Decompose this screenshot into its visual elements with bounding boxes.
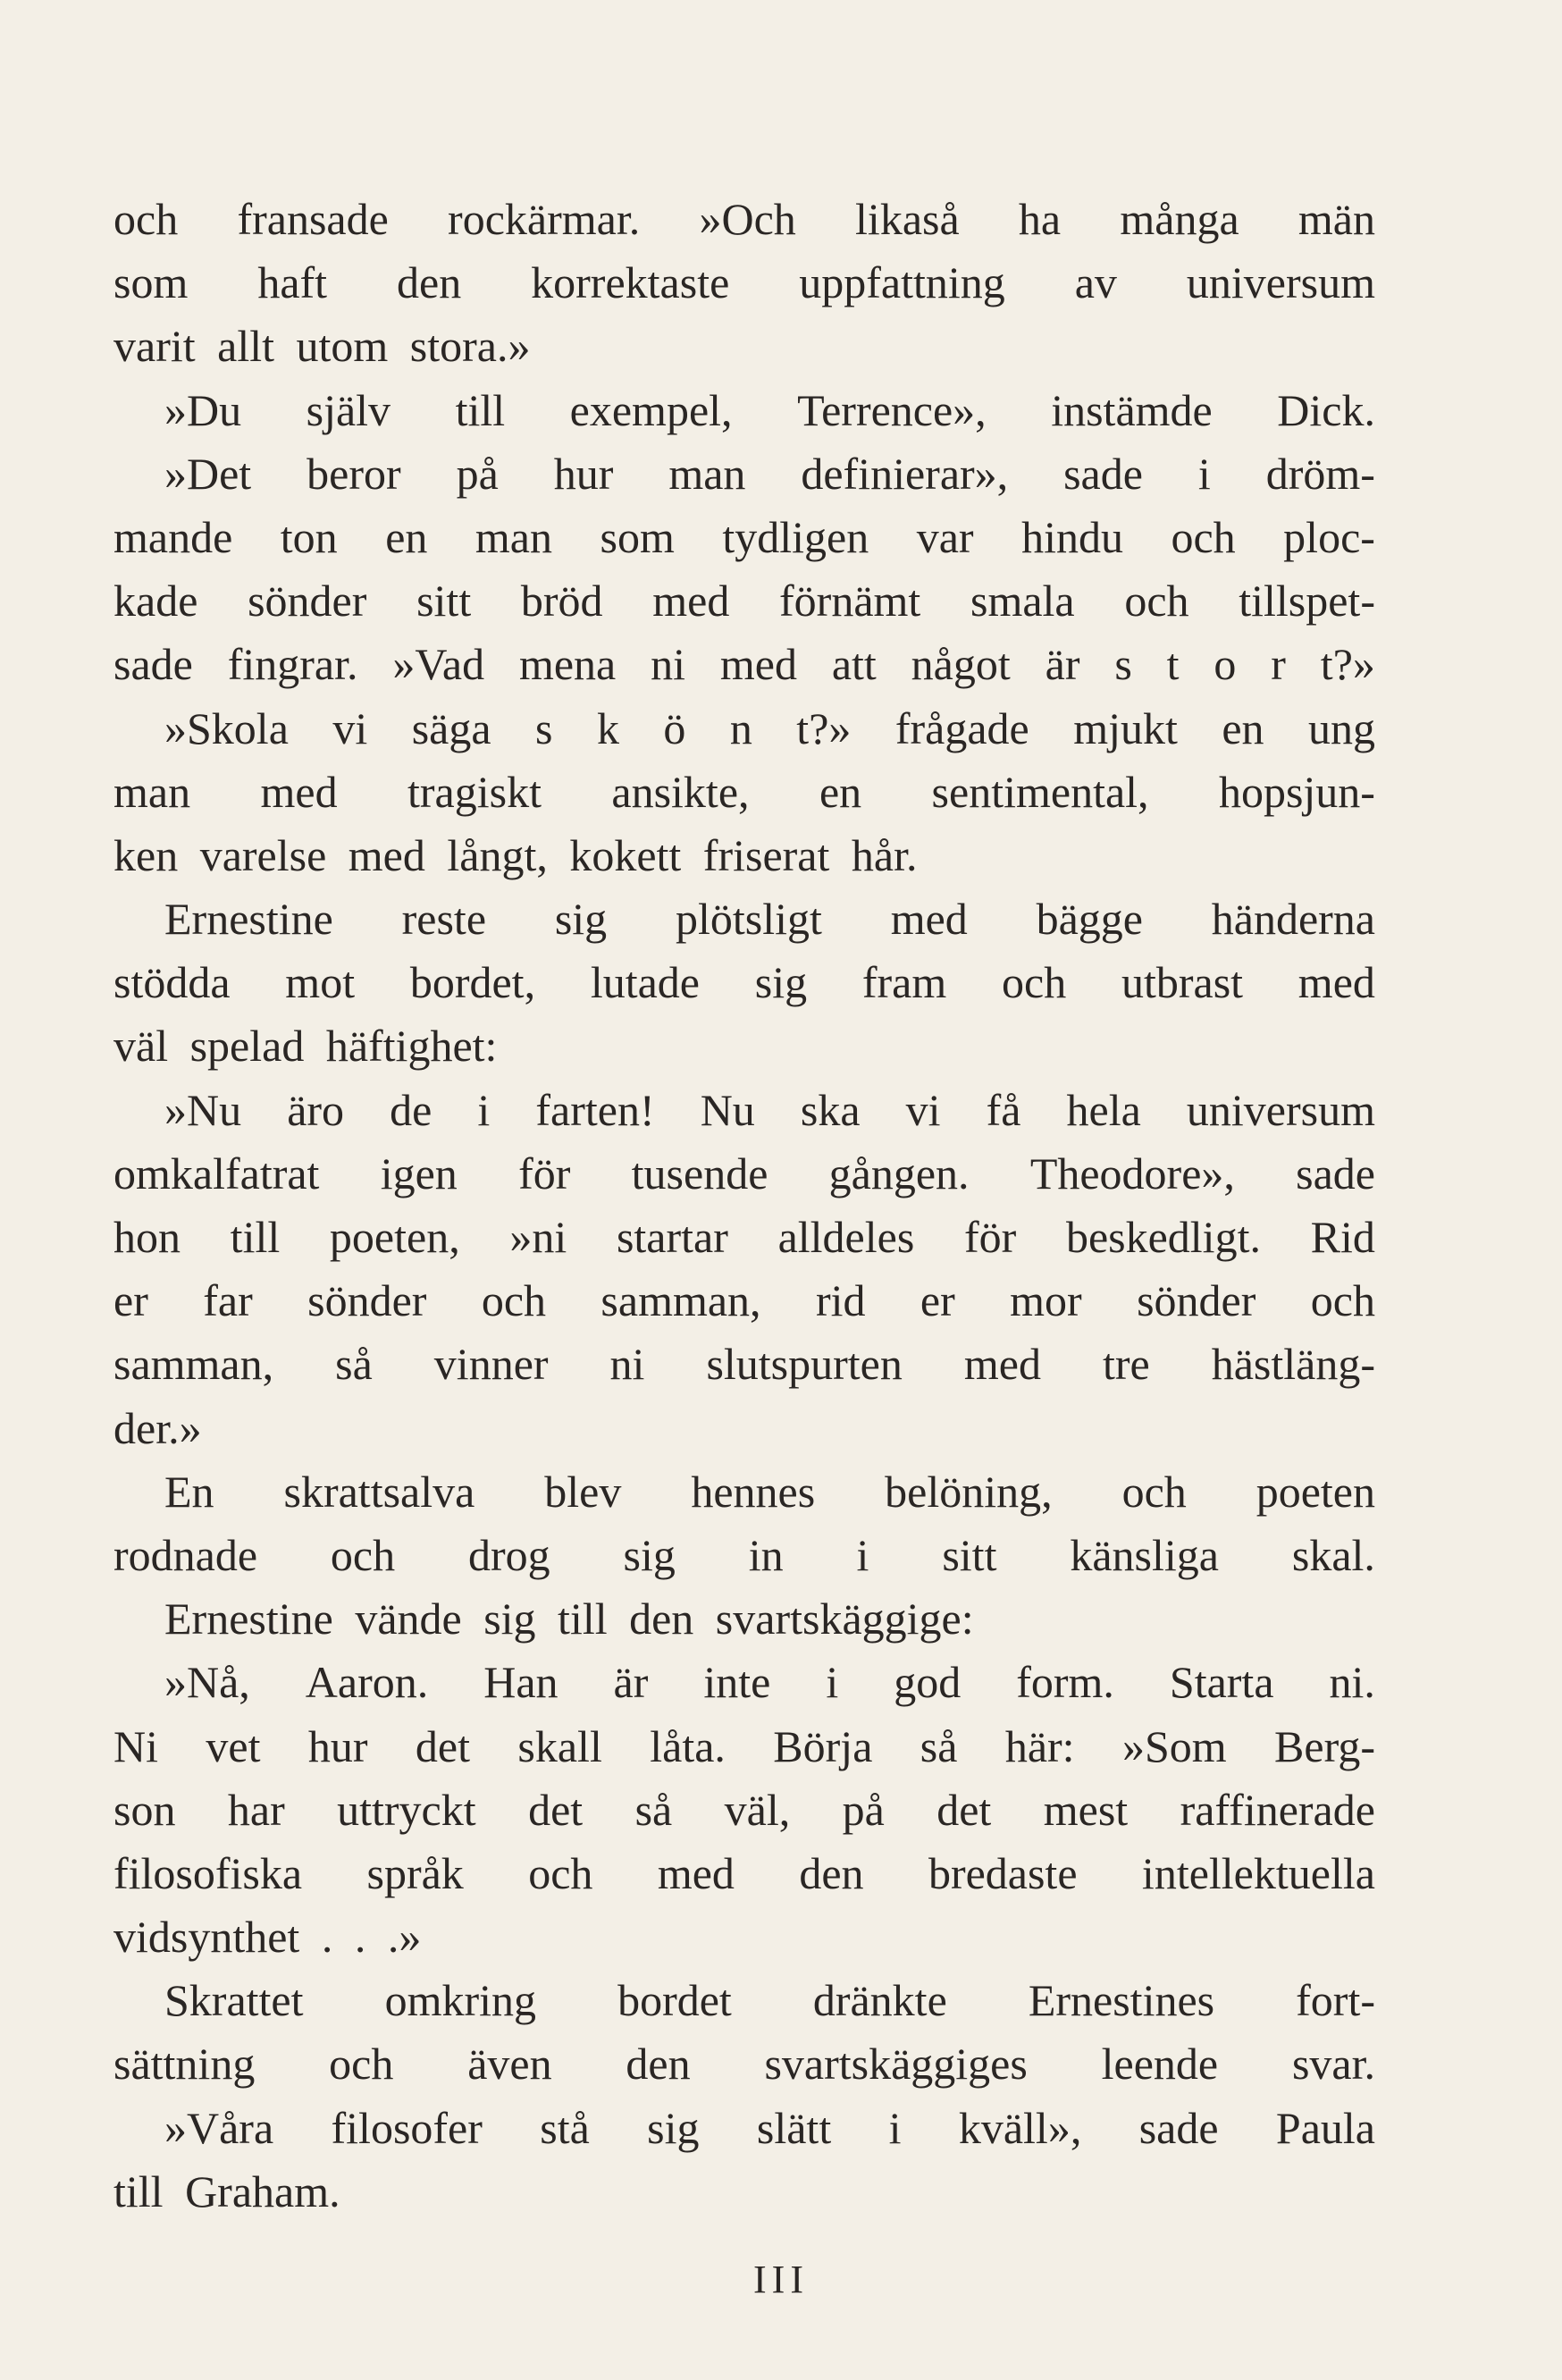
word: bordet, [409, 957, 536, 1008]
word: i [856, 1529, 869, 1580]
word: o [1213, 639, 1237, 690]
word: reste [401, 894, 487, 945]
word: En [164, 1466, 214, 1517]
word: »Våra [164, 2102, 274, 2153]
word: och [1124, 576, 1189, 627]
word: igen [380, 1148, 458, 1198]
text-line [113, 506, 1375, 569]
word: som [600, 511, 675, 562]
word: så [634, 1784, 673, 1835]
word: er [113, 1275, 148, 1326]
word: fransade [237, 194, 389, 244]
word: sättning [113, 2039, 256, 2090]
word: ska [800, 1084, 861, 1135]
word: här: [1004, 1720, 1075, 1771]
text-line [113, 1842, 1375, 1905]
text-line [113, 188, 1375, 251]
word: Han [483, 1657, 558, 1708]
word: ni [609, 1339, 645, 1390]
word: mena [518, 639, 617, 690]
word: med [657, 1847, 735, 1898]
word: fram [861, 957, 947, 1008]
word: in [748, 1529, 784, 1580]
word: farten! [535, 1084, 655, 1135]
word: Dick. [1277, 384, 1375, 435]
word: bägge [1036, 894, 1143, 945]
word: säga [411, 702, 491, 753]
word: och [113, 194, 179, 244]
word: startar [616, 1212, 728, 1262]
word: lutade [590, 957, 700, 1008]
word: mest [1043, 1784, 1129, 1835]
word: sade [1063, 448, 1143, 499]
word: Berg- [1274, 1720, 1375, 1771]
word: definierar», [801, 448, 1009, 499]
text-line [113, 2032, 1375, 2096]
word: det [528, 1784, 584, 1835]
word: Starta [1169, 1657, 1274, 1708]
word: Paula [1275, 2102, 1375, 2153]
word: och [481, 1275, 547, 1326]
word: och [329, 2039, 394, 2090]
text-line [113, 1969, 1375, 2032]
word: på [456, 448, 499, 499]
word: poeten, [329, 1212, 460, 1262]
word: av [1074, 257, 1117, 308]
word: sitt [942, 1529, 997, 1580]
word: raffinerade [1180, 1784, 1375, 1835]
word: få [986, 1084, 1021, 1135]
word: Ernestine [164, 894, 333, 945]
word: är [1045, 639, 1080, 690]
word: kade [113, 576, 198, 627]
word: själv [306, 384, 391, 435]
word: er [920, 1275, 955, 1326]
text-line [113, 697, 1375, 761]
word: utbrast [1121, 957, 1244, 1008]
text-line [113, 1779, 1375, 1842]
word: med [260, 766, 338, 817]
word: hästläng- [1211, 1339, 1375, 1390]
text-line [113, 1142, 1375, 1206]
word: rodnade [113, 1529, 258, 1580]
text-line [113, 1333, 1375, 1396]
word: ansikte, [611, 766, 750, 817]
word: var [916, 511, 974, 562]
word: tre [1102, 1339, 1150, 1390]
word: tydligen [722, 511, 869, 562]
word: son [113, 1784, 176, 1835]
word: mot [285, 957, 356, 1008]
word: rid [815, 1275, 866, 1326]
word: sitt [416, 576, 472, 627]
text-line [113, 1524, 1375, 1587]
word: form. [1016, 1657, 1114, 1708]
word: och [1310, 1275, 1375, 1326]
word: »Du [164, 384, 242, 435]
word: mjukt [1073, 702, 1178, 753]
word: ni. [1329, 1657, 1375, 1708]
word: likaså [855, 194, 960, 244]
word: män [1297, 194, 1375, 244]
text-line [113, 1651, 1375, 1714]
word: hindu [1021, 511, 1123, 562]
word: en [819, 766, 862, 817]
word: Theodore», [1029, 1148, 1235, 1198]
word: tusende [631, 1148, 768, 1198]
word: till [230, 1212, 281, 1262]
word: ploc- [1283, 511, 1375, 562]
word: är [613, 1657, 649, 1708]
word: vi [332, 702, 368, 753]
word: Ernestines [1028, 1975, 1215, 2026]
word: sönder [248, 576, 367, 627]
word: sade [1138, 2102, 1219, 2153]
text-line: Ernestine vände sig till den svartskäggige: [164, 1594, 974, 1644]
word: man [113, 766, 191, 817]
word: och [1002, 957, 1067, 1008]
word: det [415, 1720, 471, 1771]
word: sönder [1137, 1275, 1256, 1326]
word: r [1271, 639, 1286, 690]
text-line: der.» [113, 1402, 202, 1453]
word: mande [113, 511, 233, 562]
word: alldeles [777, 1212, 915, 1262]
word: hon [113, 1212, 181, 1262]
word: med [890, 894, 968, 945]
text-line: väl spelad häftighet: [113, 1021, 498, 1072]
body-text [113, 188, 1375, 2224]
word: svartskäggiges [764, 2039, 1028, 2090]
text-line [113, 1206, 1375, 1269]
word: Nu [700, 1084, 755, 1135]
word: uttryckt [337, 1784, 476, 1835]
word: den [799, 1847, 864, 1898]
word: i [826, 1657, 839, 1708]
text-line [113, 1269, 1375, 1333]
word: och [1121, 1466, 1187, 1517]
word: ung [1307, 702, 1375, 753]
word: s [535, 702, 553, 753]
word: sade [1296, 1148, 1375, 1198]
word: dröm- [1265, 448, 1375, 499]
word: som [113, 257, 189, 308]
word: exempel, [569, 384, 733, 435]
text-line [113, 951, 1375, 1014]
word: svar. [1291, 2039, 1375, 2090]
word: man [668, 448, 746, 499]
word: poeten [1255, 1466, 1375, 1517]
page-number: III [753, 2258, 809, 2301]
word: tragiskt [407, 766, 542, 817]
word: samman, [113, 1339, 274, 1390]
word: ö [663, 702, 686, 753]
text-line [113, 442, 1375, 506]
word: att [831, 639, 877, 690]
text-line [113, 1715, 1375, 1779]
word: vet [206, 1720, 261, 1771]
word: fingrar. [227, 639, 358, 690]
word: god [894, 1657, 962, 1708]
text-line: ken varelse med långt, kokett friserat hår. [113, 829, 918, 880]
word: kväll», [958, 2102, 1082, 2153]
word: i [888, 2102, 902, 2153]
text-line: varit allt utom stora.» [113, 321, 531, 372]
word: intellektuella [1141, 1847, 1375, 1898]
word: sentimental, [931, 766, 1149, 817]
word: hopsjun- [1218, 766, 1375, 817]
word: och [330, 1529, 396, 1580]
word: frågade [894, 702, 1029, 753]
word: till [455, 384, 506, 435]
word: filosofiska [113, 1847, 303, 1898]
text-line [113, 1460, 1375, 1524]
word: tillspet- [1239, 576, 1375, 627]
word: för [518, 1148, 571, 1198]
word: sig [754, 957, 808, 1008]
word: och [528, 1847, 593, 1898]
word: s [1114, 639, 1132, 690]
word: i [1197, 448, 1211, 499]
word: »Och [699, 194, 796, 244]
word: »Skola [164, 702, 289, 753]
word: det [936, 1784, 992, 1835]
word: äro [287, 1084, 345, 1135]
word: »ni [509, 1212, 567, 1262]
word: något [911, 639, 1011, 690]
text-line: vidsynthet . . .» [113, 1912, 422, 1963]
word: skrattsalva [283, 1466, 475, 1517]
word: blev [544, 1466, 622, 1517]
word: hela [1066, 1084, 1141, 1135]
word: universum [1186, 257, 1375, 308]
word: »Nå, [164, 1657, 250, 1708]
word: gången. [828, 1148, 970, 1198]
word: för [963, 1212, 1017, 1262]
word: filosofer [331, 2102, 483, 2153]
word: sig [647, 2102, 700, 2153]
word: universum [1186, 1084, 1375, 1135]
text-line [113, 633, 1375, 696]
word: Skrattet [164, 1975, 304, 2026]
word: fort- [1296, 1975, 1375, 2026]
word: hur [553, 448, 614, 499]
word: smala [970, 576, 1075, 627]
word: även [467, 2039, 552, 2090]
word: vi [905, 1084, 941, 1135]
text-line: till Graham. [113, 2166, 340, 2216]
word: hennes [691, 1466, 816, 1517]
word: Aaron. [305, 1657, 429, 1708]
word: t?» [796, 702, 852, 753]
word: korrektaste [531, 257, 730, 308]
word: på [842, 1784, 885, 1835]
word: omkalfatrat [113, 1148, 320, 1198]
word: stödda [113, 957, 231, 1008]
word: i [477, 1084, 491, 1135]
text-line [113, 569, 1375, 633]
word: språk [366, 1847, 464, 1898]
word: sönder [307, 1275, 427, 1326]
word: haft [257, 257, 328, 308]
text-line [113, 379, 1375, 442]
word: låta. [650, 1720, 726, 1771]
word: beror [307, 448, 401, 499]
word: vinner [433, 1339, 549, 1390]
text-line [113, 1079, 1375, 1142]
word: ni [651, 639, 686, 690]
word: så [335, 1339, 373, 1390]
word: »Som [1121, 1720, 1227, 1771]
word: med [1297, 957, 1375, 1008]
word: slutspurten [706, 1339, 903, 1390]
word: skal. [1291, 1529, 1375, 1580]
word: och [1171, 511, 1236, 562]
word: den [397, 257, 462, 308]
word: bröd [520, 576, 603, 627]
text-line [113, 887, 1375, 951]
word: bordet [617, 1975, 732, 2026]
word: ton [280, 511, 338, 562]
word: uppfattning [799, 257, 1005, 308]
word: man [474, 511, 552, 562]
word: »Vad [392, 639, 485, 690]
word: med [719, 639, 797, 690]
word: Rid [1310, 1212, 1375, 1262]
word: rockärmar. [448, 194, 641, 244]
text-line [113, 761, 1375, 824]
text-line [113, 2097, 1375, 2160]
word: inte [703, 1657, 771, 1708]
word: slätt [756, 2102, 832, 2153]
word: sade [113, 639, 193, 690]
word: k [596, 702, 619, 753]
word: Börja [773, 1720, 873, 1771]
word: har [227, 1784, 285, 1835]
word: t?» [1320, 639, 1375, 690]
word: far [203, 1275, 253, 1326]
word: n [729, 702, 752, 753]
word: en [1222, 702, 1264, 753]
word: leende [1101, 2039, 1219, 2090]
word: t [1166, 639, 1180, 690]
word: mor [1010, 1275, 1082, 1326]
word: omkring [384, 1975, 537, 2026]
text-line [113, 251, 1375, 315]
word: sig [554, 894, 608, 945]
word: Terrence», [797, 384, 987, 435]
word: de [390, 1084, 432, 1135]
word: instämde [1051, 384, 1213, 435]
word: »Det [164, 448, 252, 499]
word: skall [517, 1720, 602, 1771]
word: väl, [724, 1784, 791, 1835]
word: med [963, 1339, 1041, 1390]
word: så [920, 1720, 958, 1771]
word: ha [1018, 194, 1062, 244]
word: känsliga [1070, 1529, 1219, 1580]
word: händerna [1211, 894, 1375, 945]
word: sig [623, 1529, 676, 1580]
word: »Nu [164, 1084, 242, 1135]
word: dränkte [812, 1975, 947, 2026]
word: hur [307, 1720, 368, 1771]
word: förnämt [779, 576, 921, 627]
word: plötsligt [675, 894, 822, 945]
word: med [652, 576, 730, 627]
word: samman, [600, 1275, 761, 1326]
word: beskedligt. [1065, 1212, 1261, 1262]
word: Ni [113, 1720, 158, 1771]
word: belöning, [885, 1466, 1053, 1517]
word: en [385, 511, 428, 562]
word: bredaste [928, 1847, 1078, 1898]
word: den [626, 2039, 691, 2090]
word: drog [468, 1529, 550, 1580]
word: stå [540, 2102, 590, 2153]
word: många [1120, 194, 1239, 244]
